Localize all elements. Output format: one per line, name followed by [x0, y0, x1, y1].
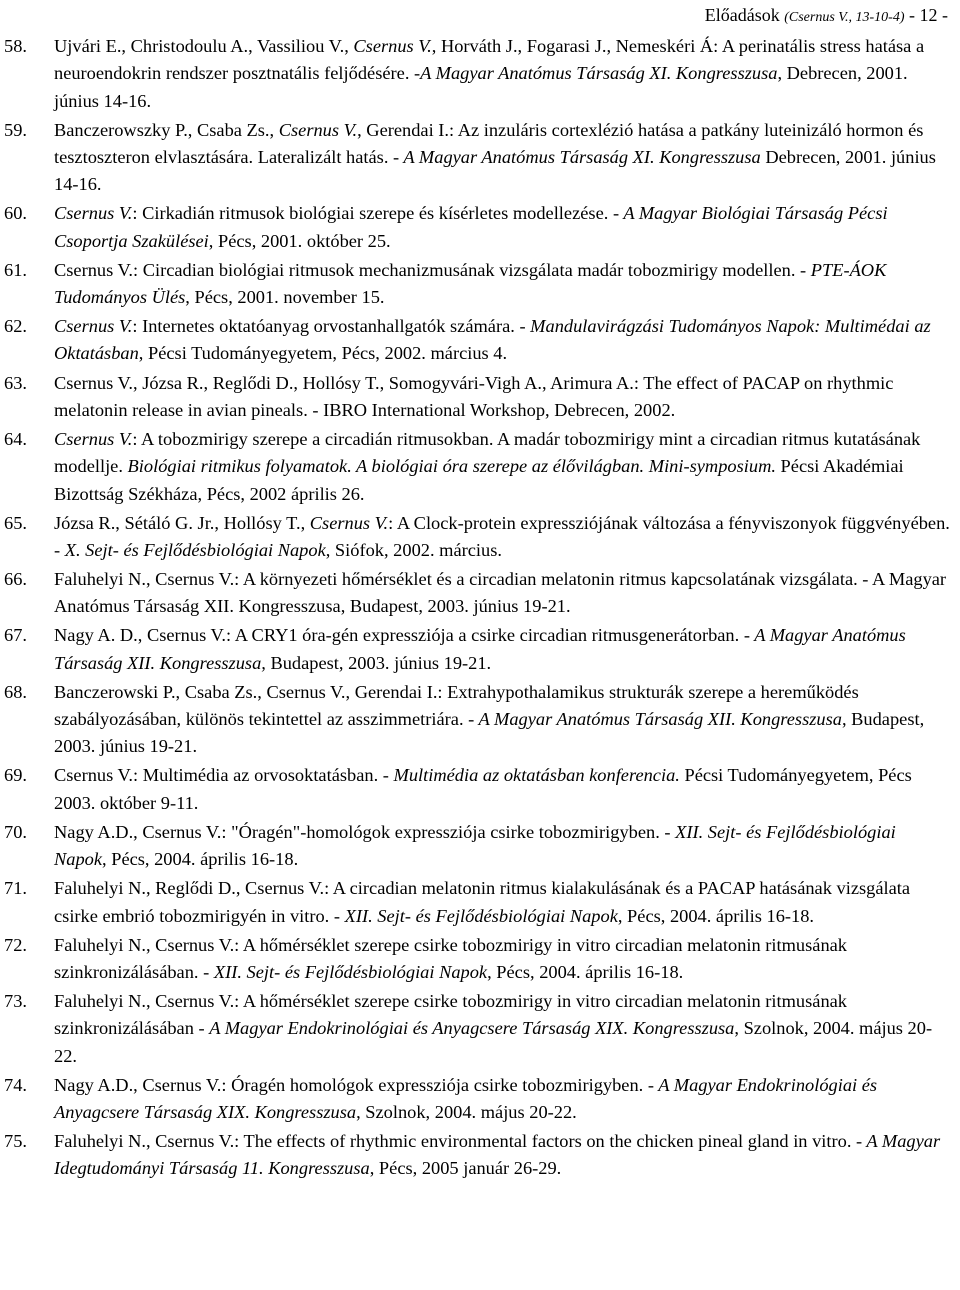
entry-number: 75.: [4, 1131, 27, 1152]
entry-text: [54, 875, 950, 930]
entry-segment: , Gerendai I.: Az inzuláris cortexlézió hatása a patkány luteinizáló hormon és tesztoszteron elvlasztására. Lateralizált hatás.: [54, 119, 924, 167]
entry-segment: Budapest, 2003. június 19-21.: [265, 652, 492, 673]
entry-italic-segment: - A Magyar Endokrinológiai és Anyagcsere Társaság XIX. Kongresszusa: [54, 1074, 878, 1123]
entry-segment: , Szolnok, 2004. május 20-22.: [356, 1102, 577, 1123]
entry-segment: Nagy A.D., Csernus V.: Óragén homológok expressziója csirke tobozmirigyben.: [54, 1074, 648, 1095]
entry-italic-segment: - XII. Sejt- és Fejlődésbiológiai Napok: [333, 905, 618, 926]
entry-italic-segment: A Magyar Endokrinológiai és Anyagcsere Társaság XIX. Kongresszusa: [209, 1018, 735, 1039]
entry-segment: , Pécs, 2004. április 16-18.: [617, 905, 815, 926]
entry-text: [54, 622, 950, 677]
entry-segment: , Siófok, 2002. március.: [325, 539, 502, 560]
entry-italic-segment: - A Magyar Idegtudományi Társaság 11. Kongresszusa: [54, 1131, 941, 1179]
entry-segment: : A Clock-protein expressziójának változása a fényviszonyok függvényében. -: [54, 512, 950, 560]
entry-number: 74.: [4, 1074, 27, 1095]
entry-text: [54, 426, 950, 508]
entry-text: [54, 1128, 950, 1183]
entry-number: 70.: [4, 821, 27, 842]
entry-segment: Csernus V.: Circadian biológiai ritmusok mechanizmusának vizsgálata madár tobozmirigy modellen. -: [54, 259, 811, 280]
entry-segment: Nagy A.D., Csernus V.: "Óragén"-homológok expressziója csirke tobozmirigyben. -: [54, 821, 676, 842]
entry-segment: Banczerowski P., Csaba Zs., Csernus V., Gerendai I.: Extrahypothalamikus strukturák szerepe a hereműködés szabályozásában, különös tekintettel az asszimmetriára.: [54, 681, 859, 730]
page-header: [705, 6, 948, 27]
list-item: [4, 313, 950, 368]
entry-text: [54, 932, 950, 987]
entry-segment: Pécsi Akadémiai Bizottság Székháza, Pécs, 2002 április 26.: [54, 456, 904, 504]
entry-segment: Csernus V.: Multimédia az orvosoktatásban.: [54, 765, 383, 786]
entry-segment: , Pécs, 2001. október 25.: [208, 230, 391, 251]
entry-segment: Nagy A. D., Csernus V.: A CRY1 óra-gén expressziója a csirke circadian ritmusgenerátorban.: [54, 625, 744, 646]
entry-segment: , Pécs, 2001. november 15.: [185, 287, 385, 308]
list-item: [4, 257, 950, 312]
entry-segment: Faluhelyi N., Csernus V.: A környezeti hőmérséklet és a circadian melatonin ritmus kapcsolatának vizsgálata. - A Magyar Anatómus Társaság XII. Kongresszusa, Budapest, 2003. június 19-21.: [54, 569, 947, 617]
entry-italic-segment: Csernus V.: [353, 36, 432, 56]
list-item: [4, 200, 950, 255]
entry-italic-segment: - A Magyar Anatómus Társaság XII. Kongresszusa: [468, 709, 842, 730]
entry-italic-segment: Csernus V.: [54, 428, 133, 449]
entry-segment: Faluhelyi N., Csernus V.: A hőmérséklet szerepe csirke tobozmirigy in vitro circadian melatonin ritmusának szinkronizálásában -: [54, 991, 848, 1039]
entry-number: 65.: [4, 512, 27, 533]
entry-italic-segment: X. Sejt- és Fejlődésbiológiai Napok: [64, 539, 326, 560]
entry-italic-segment: Biológiai ritmikus folyamatok. A biológiai óra szerepe az élővilágban. Mini-symposium.: [127, 456, 776, 477]
entry-number: 58.: [4, 36, 27, 56]
entry-number: 68.: [4, 681, 27, 702]
entry-italic-segment: Csernus V.: [54, 316, 133, 337]
entry-italic-segment: - A Magyar Anatómus Társaság XI. Kongresszusa: [393, 146, 761, 167]
entry-segment: , Pécs, 2004. április 16-18.: [102, 849, 299, 870]
entry-italic-segment: PTE-ÁOK Tudományos Ülés: [54, 259, 887, 308]
entry-segment: , Pécsi Tudományegyetem, Pécs, 2002. március 4.: [138, 343, 508, 364]
entry-segment: , Pécs, 2004. április 16-18.: [487, 961, 684, 982]
entry-italic-segment: XII. Sejt- és Fejlődésbiológiai Napok: [213, 961, 488, 982]
entry-segment: , Horváth J., Fogarasi J., Nemeskéri Á: A perinatális stress hatása a neuroendokrin rendszer posztnatális feljődésére.: [54, 36, 925, 84]
list-item: [4, 932, 950, 987]
entry-number: 69.: [4, 765, 27, 786]
entry-number: 72.: [4, 934, 27, 955]
entry-number: 67.: [4, 625, 27, 646]
entry-italic-segment: - Mandulavirágzási Tudományos Napok: Multimédai az Oktatásban: [54, 316, 931, 364]
list-item: [4, 762, 950, 817]
entry-text: [54, 1072, 950, 1127]
entry-text: [54, 117, 950, 199]
entry-segment: Csernus V., Józsa R., Reglődi D., Hollósy T., Somogyvári-Vigh A., Arimura A.: The effect of PACAP on rhythmic melatonin release in avian pineals. - IBRO International Workshop, Debrecen, 2002.: [54, 372, 894, 420]
entry-number: 73.: [4, 991, 27, 1012]
entry-segment: Faluhelyi N., Csernus V.: A hőmérséklet szerepe csirke tobozmirigy in vitro circadian melatonin ritmusának szinkronizálásában. -: [54, 934, 848, 982]
entry-number: 66.: [4, 569, 27, 590]
list-item: [4, 679, 950, 761]
list-item: [4, 566, 950, 621]
entry-number: 62.: [4, 316, 27, 337]
entry-text: [54, 679, 950, 761]
list-item: [4, 510, 950, 565]
list-item: [4, 426, 950, 508]
entry-segment: : Cirkadián ritmusok biológiai szerepe és kísérletes modellezése.: [132, 203, 613, 224]
entry-segment: , Budapest, 2003. június 19-21.: [54, 709, 925, 757]
entry-text: [54, 370, 950, 425]
list-item: [4, 370, 950, 425]
entry-segment: , Szolnok, 2004. május 20-22.: [54, 1018, 933, 1066]
list-item: [4, 117, 950, 199]
entry-text: [54, 257, 950, 312]
entry-segment: : Internetes oktatóanyag orvostanhallgatók számára.: [132, 316, 520, 337]
list-item: [4, 33, 950, 115]
entry-italic-segment: Csernus V.: [278, 119, 358, 140]
entry-number: 60.: [4, 203, 27, 224]
entry-text: [54, 33, 950, 115]
header-note: (Csernus V., 13-10-4): [784, 10, 905, 25]
entry-segment: Banczerowszky P., Csaba Zs.,: [54, 119, 279, 140]
entry-number: 71.: [4, 878, 27, 899]
entry-italic-segment: - A Magyar Biológiai Társaság Pécsi Csoportja Szakülései: [54, 203, 888, 251]
entry-number: 61.: [4, 259, 27, 280]
page-number: - 12 -: [909, 5, 948, 25]
entry-segment: : A tobozmirigy szerepe a circadián ritmusokban. A madár tobozmirigy mint a circadian ritmus kutatásának modellje.: [54, 428, 921, 477]
entry-segment: Józsa R., Sétáló G. Jr., Hollósy T.,: [54, 512, 310, 533]
entry-segment: Pécsi Tudományegyetem, Pécs 2003. október 9-11.: [54, 765, 912, 813]
entry-segment: , Pécs, 2005 január 26-29.: [369, 1158, 562, 1179]
list-item: [4, 875, 950, 930]
list-item: [4, 988, 950, 1070]
entry-italic-segment: - Multimédia az oktatásban konferencia.: [382, 765, 680, 786]
publication-list: [4, 33, 950, 1185]
entry-italic-segment: - A Magyar Anatómus Társaság XII. Kongresszusa,: [54, 625, 906, 673]
entry-italic-segment: Csernus V.: [54, 203, 133, 224]
entry-segment: Ujvári E., Christodoulu A., Vassiliou V.,: [54, 36, 354, 56]
entry-text: [54, 566, 950, 621]
entry-italic-segment: -A Magyar Anatómus Társaság XI. Kongresszusa: [414, 63, 778, 84]
entry-segment: , Debrecen, 2001. június 14-16.: [54, 63, 908, 111]
entry-text: [54, 313, 950, 368]
entry-segment: Faluhelyi N., Reglődi D., Csernus V.: A circadian melatonin ritmus kialakulásának és a PACAP hatásának vizsgálata csirke embrió tobozmirigyén in vitro.: [54, 878, 911, 926]
entry-number: 59.: [4, 119, 27, 140]
entry-number: 63.: [4, 372, 27, 393]
entry-text: [54, 819, 950, 874]
entry-text: [54, 510, 950, 565]
entry-text: [54, 200, 950, 255]
entry-italic-segment: XII. Sejt- és Fejlődésbiológiai Napok: [54, 821, 896, 870]
entry-segment: Debrecen, 2001. június 14-16.: [54, 146, 936, 195]
list-item: [4, 1128, 950, 1183]
list-item: [4, 1072, 950, 1127]
header-title: Előadások: [704, 5, 780, 25]
entry-text: [54, 762, 950, 817]
list-item: [4, 819, 950, 874]
entry-number: 64.: [4, 428, 27, 449]
entry-italic-segment: Csernus V.: [309, 512, 389, 533]
entry-segment: Faluhelyi N., Csernus V.: The effects of rhythmic environmental factors on the chicken pineal gland in vitro.: [54, 1131, 857, 1152]
list-item: [4, 622, 950, 677]
entry-text: [54, 988, 950, 1070]
